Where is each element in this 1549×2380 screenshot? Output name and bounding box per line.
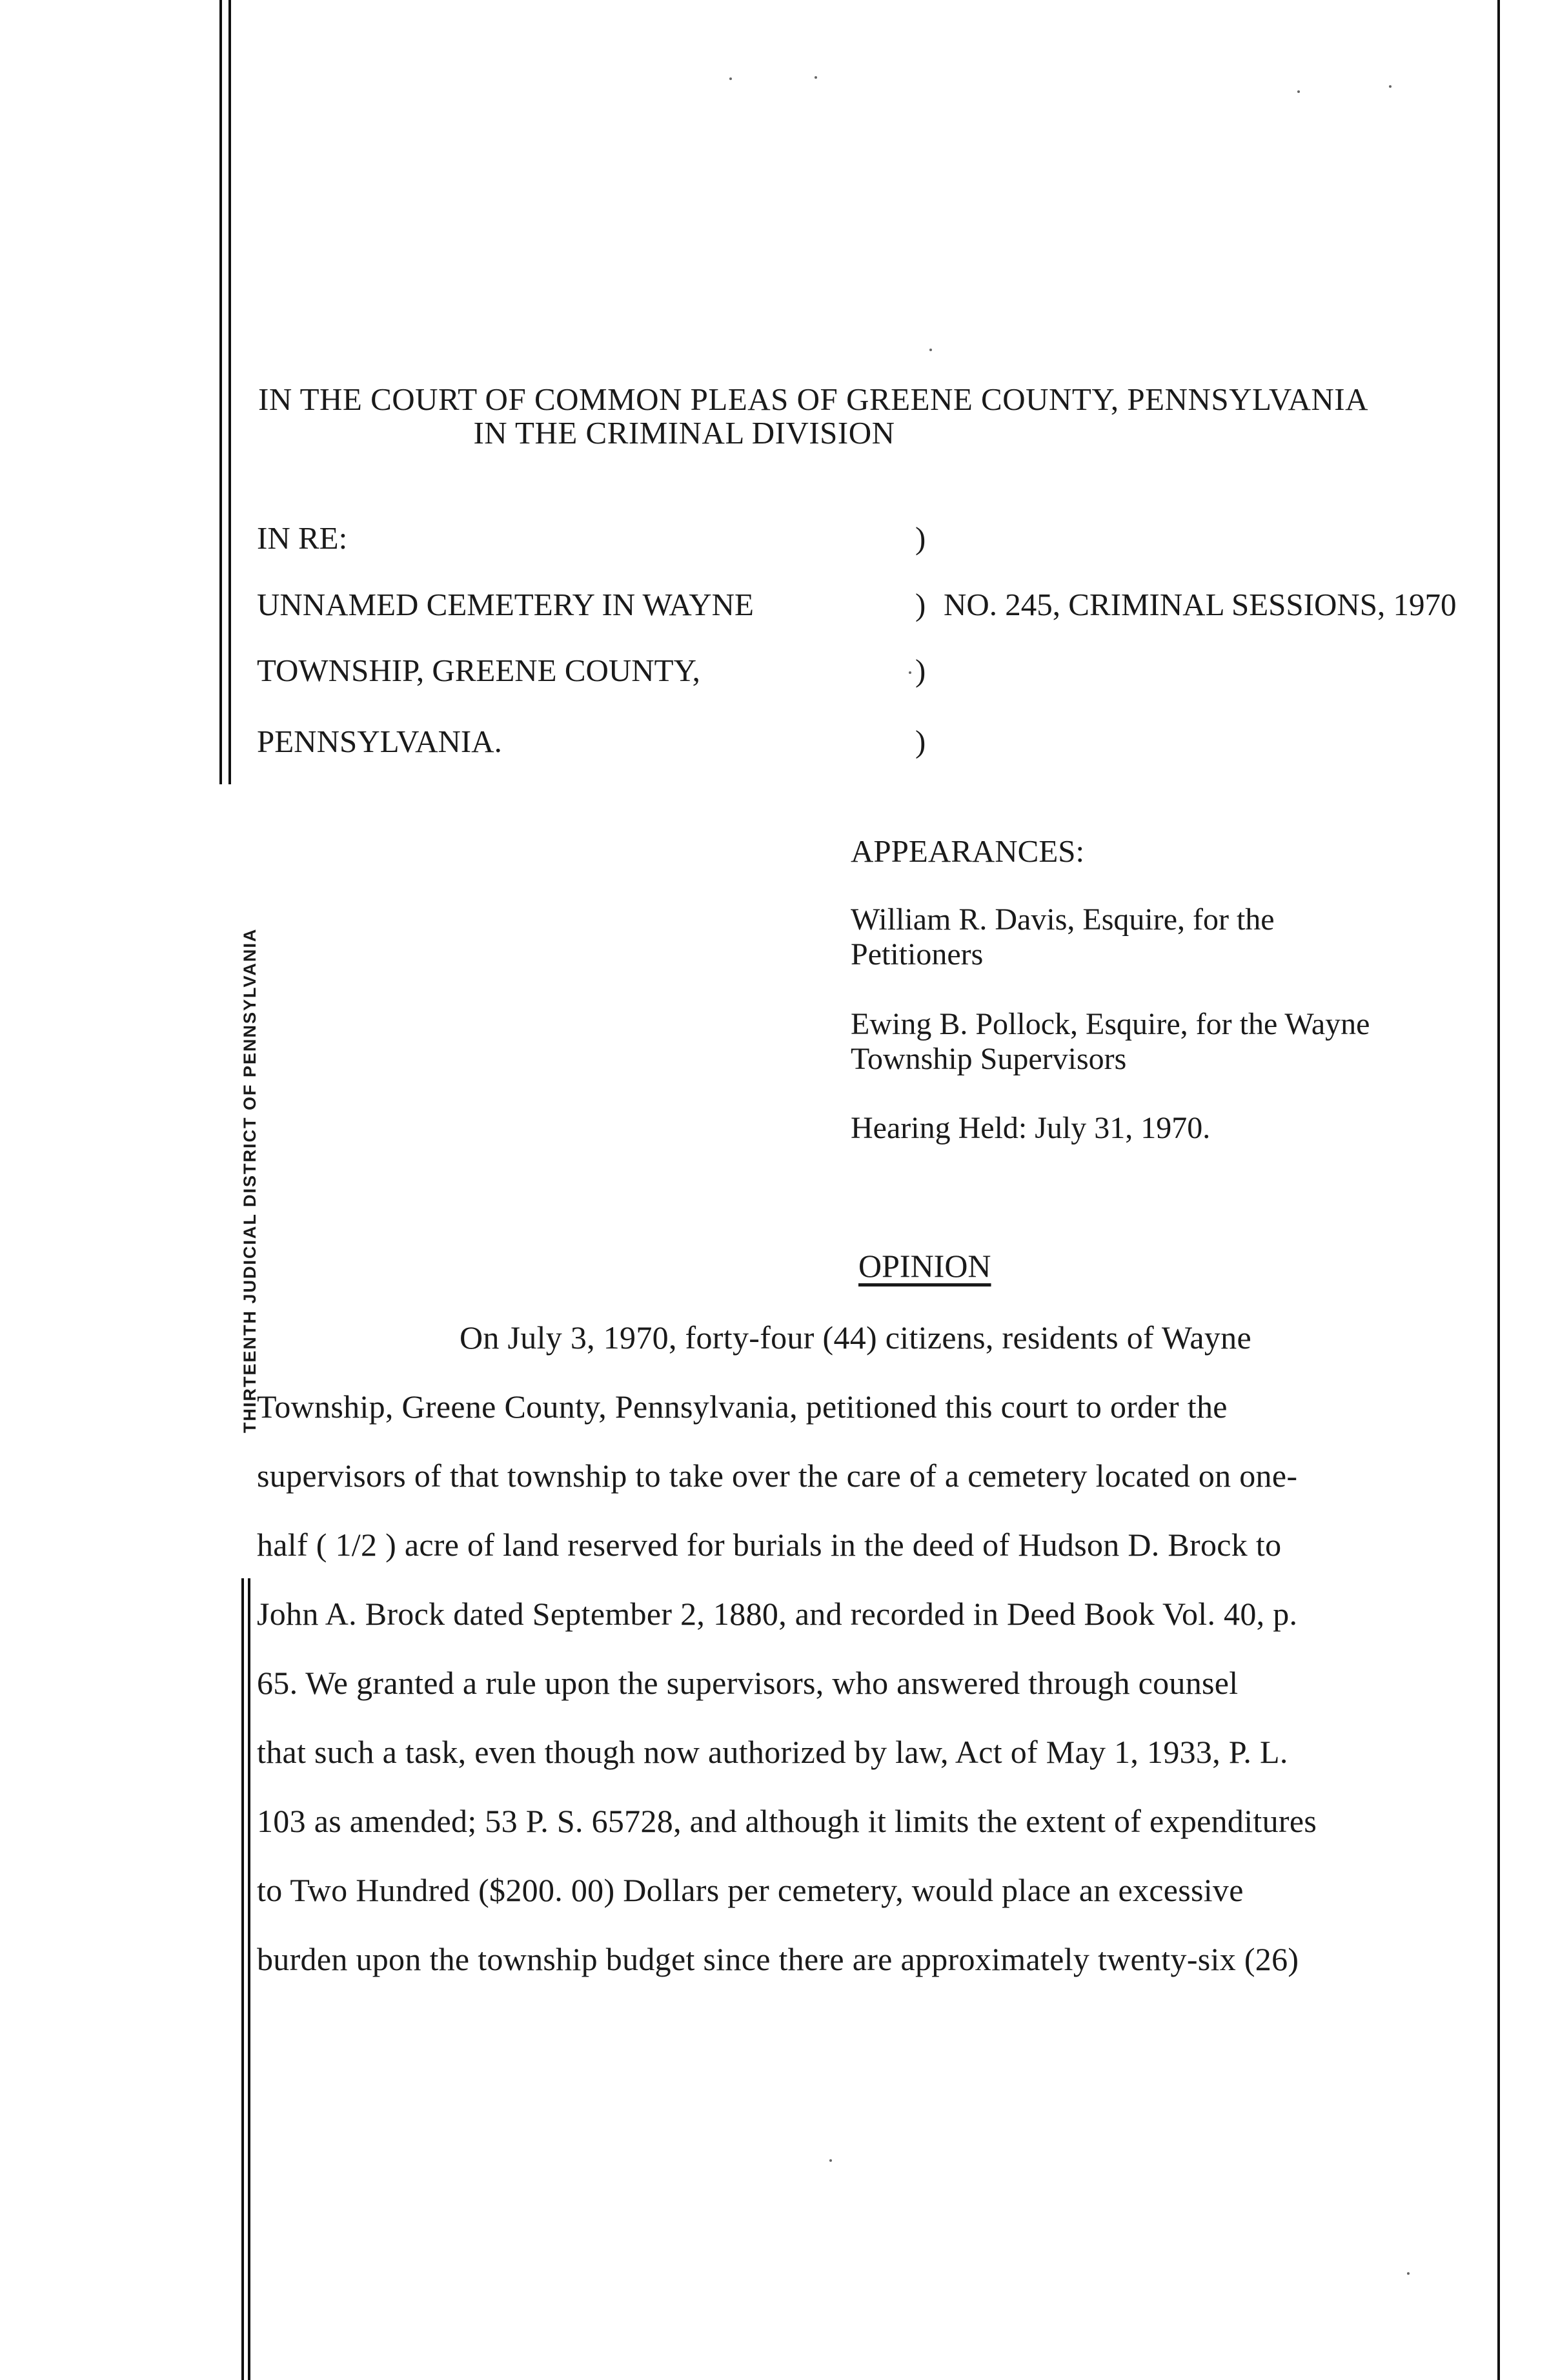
party-line: TOWNSHIP, GREENE COUNTY, [257,653,700,688]
counsel-line: Township Supervisors [851,1042,1127,1076]
opinion-line: that such a task, even though now authorized by law, Act of May 1, 1933, P. L. [257,1734,1288,1770]
right-margin-rule [1497,0,1500,2380]
left-margin-rule [219,0,222,784]
scan-speck [815,76,817,79]
hearing-date: Hearing Held: July 31, 1970. [851,1111,1211,1145]
caption-paren: ) [915,724,926,759]
left-margin-rule [248,1578,250,2380]
opinion-line: On July 3, 1970, forty-four (44) citizens, residents of Wayne [460,1319,1251,1356]
scan-speck [1407,2272,1410,2275]
appearances-heading: APPEARANCES: [851,833,1085,869]
scan-speck [729,77,732,80]
in-re-label: IN RE: [257,520,348,556]
left-margin-rule [228,0,231,784]
scan-speck [829,2159,832,2162]
judicial-district-side-label: THIRTEENTH JUDICIAL DISTRICT OF PENNSYLVANIA [240,928,259,1433]
opinion-line: burden upon the township budget since there are approximately twenty-six (26) [257,1941,1299,1977]
scan-speck [1389,85,1392,88]
opinion-line: to Two Hundred ($200. 00) Dollars per cemetery, would place an excessive [257,1872,1244,1908]
opinion-line: half ( 1/2 ) acre of land reserved for burials in the deed of Hudson D. Brock to [257,1527,1282,1563]
counsel-line: William R. Davis, Esquire, for the [851,902,1275,937]
party-line: PENNSYLVANIA. [257,724,502,759]
opinion-line: 65. We granted a rule upon the supervisors, who answered through counsel [257,1665,1239,1701]
opinion-line: John A. Brock dated September 2, 1880, and recorded in Deed Book Vol. 40, p. [257,1596,1298,1632]
counsel-line: Ewing B. Pollock, Esquire, for the Wayne [851,1007,1370,1041]
court-title: IN THE COURT OF COMMON PLEAS OF GREENE COUNTY, PENNSYLVANIA [258,381,1368,417]
party-line: UNNAMED CEMETERY IN WAYNE [257,587,754,622]
division-title: IN THE CRIMINAL DIVISION [473,415,895,451]
counsel-entry [851,1007,1496,1077]
opinion-line: 103 as amended; 53 P. S. 65728, and although it limits the extent of expenditures [257,1803,1317,1839]
opinion-heading: OPINION [858,1248,991,1284]
caption-paren: ) [915,653,926,688]
caption-paren: ) [915,520,926,556]
caption-paren: ) [915,587,926,622]
opinion-line: Township, Greene County, Pennsylvania, petitioned this court to order the [257,1388,1228,1425]
opinion-line: supervisors of that township to take over the care of a cemetery located on one- [257,1458,1298,1494]
left-margin-rule [241,1578,244,2380]
counsel-entry [851,902,1496,972]
scan-speck [929,349,932,351]
docket-number: NO. 245, CRIMINAL SESSIONS, 1970 [944,587,1457,622]
scan-speck [1297,90,1300,93]
counsel-line: Petitioners [851,937,984,971]
scan-speck [909,671,911,674]
